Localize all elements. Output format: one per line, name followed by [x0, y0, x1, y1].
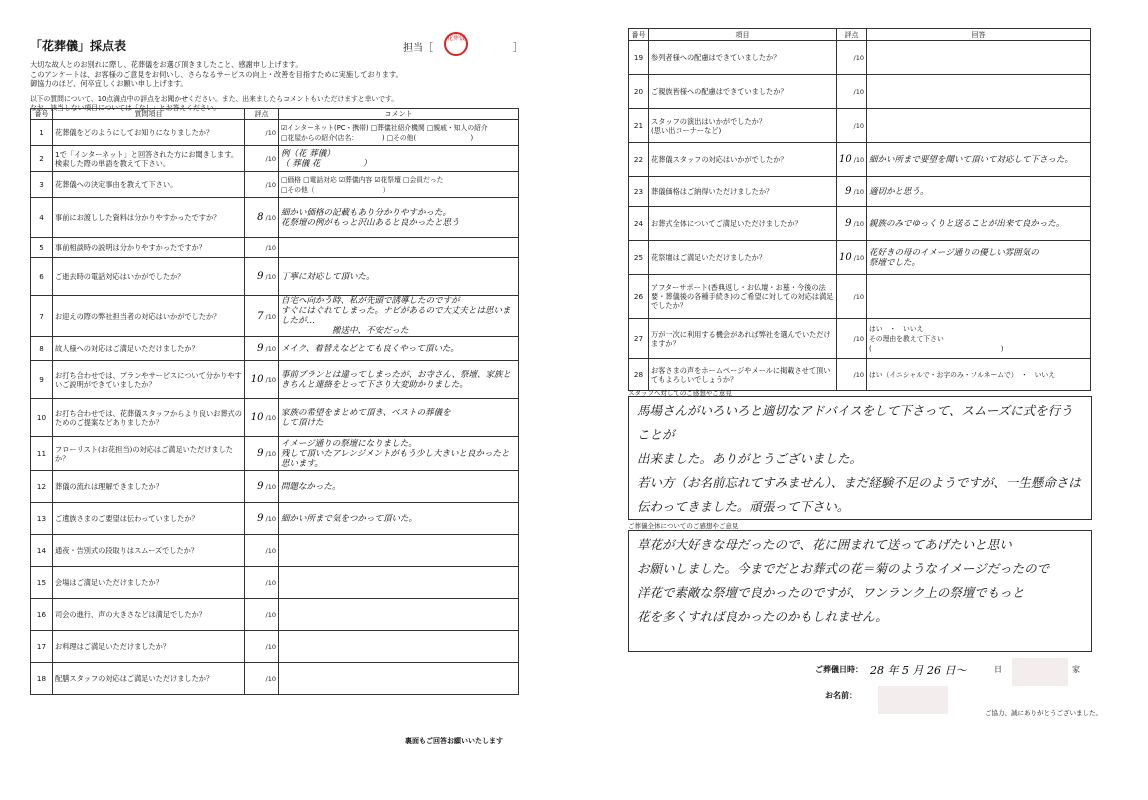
comment-cell[interactable]: [279, 599, 519, 631]
score-cell[interactable]: [245, 663, 279, 695]
answer-cell[interactable]: はい ・ いいえ その理由を教えて下さい ( ): [867, 319, 1091, 359]
score-cell[interactable]: [837, 241, 867, 275]
score-cell[interactable]: [245, 599, 279, 631]
score-value: 10: [839, 154, 852, 165]
question-text: お迎えの際の弊社担当者の対応はいかがでしたか？: [53, 296, 245, 337]
score-suffix: /10: [265, 547, 276, 555]
question-text: 故人様への対応はご満足いただけましたか？: [53, 337, 245, 361]
score-cell[interactable]: [837, 143, 867, 177]
score-suffix: /10: [265, 643, 276, 651]
score-suffix: /10: [265, 414, 276, 422]
score-cell[interactable]: [837, 109, 867, 143]
score-suffix: /10: [853, 54, 864, 62]
staff-feedback-text: 馬場さんがいろいろと適切なアドバイスをして下さって、スムーズに式を行うことが 出来ました。ありがとうございました。 若い方（お名前忘れてすみません）、まだ経験不足のようですが、一生懸命さは 伝わってきました。頑張って下さい。: [637, 403, 1081, 514]
question-text: 会場はご満足いただけましたか？: [53, 567, 245, 599]
table-row: [31, 337, 519, 361]
table-row: [31, 258, 519, 296]
table-row: [629, 207, 1091, 241]
table-row: [629, 359, 1091, 391]
row-number: 26: [629, 275, 649, 319]
hanko-seal: 花葬儀: [444, 32, 468, 56]
table-row: [629, 109, 1091, 143]
table-row: [31, 198, 519, 238]
header-score: 評点: [245, 109, 279, 120]
question-text: 1で「インターネット」と回答された方にお聞きします。 検索した際の単語を教えて下さい。: [53, 146, 245, 172]
score-suffix: /10: [265, 611, 276, 619]
question-text: 事前にお渡しした資料は分かりやすかったですか？: [53, 198, 245, 238]
table-row: [31, 172, 519, 198]
comment-cell[interactable]: 事前プランとは違ってしまったが、お寺さん、祭壇、家族と きちんと連絡をとって下さり大変助かりました。: [279, 361, 519, 399]
comment-cell[interactable]: 問題なかった。: [279, 471, 519, 503]
question-text: 花葬儀スタッフの対応はいかがでしたか？: [649, 143, 837, 177]
row-number: 27: [629, 319, 649, 359]
question-text: 司会の進行、声の大きさなどは満足でしたか？: [53, 599, 245, 631]
question-text: ご親族皆様への配慮はできていましたか？: [649, 75, 837, 109]
score-suffix: /10: [265, 515, 276, 523]
answer-cell[interactable]: [867, 75, 1091, 109]
score-cell[interactable]: [837, 359, 867, 391]
table-row: [31, 120, 519, 146]
row-number: 16: [31, 599, 53, 631]
score-suffix: /10: [265, 244, 276, 252]
table-row: [31, 663, 519, 695]
comment-cell[interactable]: [279, 567, 519, 599]
question-text: お打ち合わせでは、プランやサービスについて分かりやすいご説明ができていましたか？: [53, 361, 245, 399]
row-number: 17: [31, 631, 53, 663]
question-text: 葬儀価格はご納得いただけましたか？: [649, 177, 837, 207]
row-number: 14: [31, 535, 53, 567]
table-row: [31, 471, 519, 503]
header-num: 番号: [629, 29, 649, 41]
score-value: 9: [257, 448, 264, 459]
row-number: 5: [31, 238, 53, 258]
score-cell[interactable]: [837, 177, 867, 207]
question-text: 葬儀の流れは理解できましたか？: [53, 471, 245, 503]
score-suffix: /10: [265, 312, 276, 321]
score-cell[interactable]: [245, 146, 279, 172]
answer-cell[interactable]: 細かい所まで要望を聞いて頂いて対応して下さった。: [867, 143, 1091, 177]
score-cell[interactable]: [245, 567, 279, 599]
comment-cell[interactable]: イメージ通りの祭壇になりました。 残して頂いたアレンジメントがもう少し大きいと良かったと思います。: [279, 437, 519, 471]
score-suffix: /10: [265, 675, 276, 683]
table-row: [31, 296, 519, 337]
score-cell[interactable]: [245, 631, 279, 663]
overall-feedback-label: ご葬儀全体についてのご感想やご意見: [628, 522, 739, 530]
answer-cell[interactable]: [867, 275, 1091, 319]
table-row: [31, 631, 519, 663]
score-suffix: /10: [265, 579, 276, 587]
table-row: [629, 275, 1091, 319]
intro-text: 大切な故人とのお別れに際し、花葬儀をお選び頂きましたこと、感謝申し上げます。 このアンケートは、お客様のご意見をお伺いし、さらなるサービスの向上・改善を目指すために実施しております。 御協力のほど、何卒宜しくお願い申し上げます。: [30, 60, 403, 88]
funeral-date-label: ご葬儀日時：: [815, 665, 863, 674]
staff-feedback-box: [628, 396, 1092, 520]
score-suffix: /10: [265, 273, 276, 281]
question-text: 参列者様への配慮はできていましたか？: [649, 41, 837, 75]
thanks-note: ご協力、誠にありがとうございました。: [985, 709, 1102, 717]
row-number: 1: [31, 120, 53, 146]
house-label: 家: [1072, 665, 1080, 674]
table-row: [31, 599, 519, 631]
question-text: 配膳スタッフの対応はご満足いただけましたか？: [53, 663, 245, 695]
table-row: [31, 399, 519, 437]
comment-cell[interactable]: [279, 535, 519, 567]
answer-cell[interactable]: 親族のみでゆっくりと送ることが出来て良かった。: [867, 207, 1091, 241]
score-suffix: /10: [853, 122, 864, 130]
table-row: [629, 41, 1091, 75]
score-cell[interactable]: [245, 337, 279, 361]
score-value: 10: [250, 412, 264, 423]
answer-cell[interactable]: 適切かと思う。: [867, 177, 1091, 207]
score-cell[interactable]: [837, 207, 867, 241]
score-suffix: /10: [265, 181, 276, 189]
header-answer: 回答: [867, 29, 1091, 41]
table-row: [31, 535, 519, 567]
score-suffix: /10: [265, 483, 276, 491]
score-value: 10: [839, 252, 852, 263]
comment-cell[interactable]: [279, 238, 519, 258]
score-suffix: /10: [265, 376, 276, 384]
question-text: 通夜・告別式の段取りはスムーズでしたか？: [53, 535, 245, 567]
score-cell[interactable]: [245, 399, 279, 437]
score-suffix: /10: [853, 88, 864, 96]
staff-in-charge-close: ］: [513, 43, 523, 54]
row-number: 18: [31, 663, 53, 695]
table-row: [31, 238, 519, 258]
row-number: 19: [629, 41, 649, 75]
funeral-date-value: 28 年 5 月 26 日～: [870, 664, 967, 677]
answer-cell[interactable]: はい（イニシャルで・お字のみ・フルネームで） ・ いいえ: [867, 359, 1091, 391]
row-number: 21: [629, 109, 649, 143]
overall-feedback-text: 草花が大好きな母だったので、花に囲まれて送ってあげたいと思い お願いしました。今までだとお葬式の花＝菊のようなイメージだったので 洋花で素敵な祭壇で良かったのですが、ワンランク上の祭壇でもっと 花を多くすれば良かったのかもしれません。: [637, 537, 1050, 624]
comment-cell[interactable]: 丁寧に対応して頂いた。: [279, 258, 519, 296]
row-number: 13: [31, 503, 53, 535]
table-row: [31, 437, 519, 471]
question-text: 万が一次に利用する機会があれば弊社を選んでいただけますか？: [649, 319, 837, 359]
question-text: フローリスト(お花担当)の対応はご満足いただけましたか？: [53, 437, 245, 471]
question-text: お料理はご満足いただけましたか？: [53, 631, 245, 663]
question-text: お打ち合わせでは、花葬儀スタッフからより良いお葬式のためのご提案などありましたか？: [53, 399, 245, 437]
staff-feedback-label: スタッフへ対してのご感想やご意見: [628, 389, 732, 397]
score-cell[interactable]: [245, 198, 279, 238]
score-suffix: /10: [853, 156, 865, 164]
row-number: 23: [629, 177, 649, 207]
comment-cell[interactable]: 自宅へ向かう時、私が先頭で誘導したのですが すぐにはぐれてしまった。ナビがあるので大丈夫とは思いましたが… 搬送中、不安だった: [279, 296, 519, 337]
comment-cell[interactable]: 細かい価格の記載もあり分かりやすかった。 花祭壇の例がもっと沢山あると良かったと思う: [279, 198, 519, 238]
score-cell[interactable]: [837, 319, 867, 359]
question-text: ご遺族さまのご要望は伝わっていましたか？: [53, 503, 245, 535]
row-number: 12: [31, 471, 53, 503]
table-row: [629, 241, 1091, 275]
comment-cell[interactable]: 例（花 葬儀） （ 葬儀 花 ）: [279, 146, 519, 172]
score-cell[interactable]: [245, 120, 279, 146]
score-value: 9: [257, 271, 264, 282]
row-number: 28: [629, 359, 649, 391]
score-cell[interactable]: [245, 503, 279, 535]
comment-cell[interactable]: 細かい所まで気をつかって頂いた。: [279, 503, 519, 535]
row-number: 2: [31, 146, 53, 172]
left-survey-table: [30, 108, 519, 695]
question-text: 花葬儀への決定事由を教えて下さい。: [53, 172, 245, 198]
answer-cell[interactable]: 花好きの母のイメージ通りの優しい雰囲気の 祭壇でした。: [867, 241, 1091, 275]
table-row: [629, 319, 1091, 359]
score-cell[interactable]: [245, 258, 279, 296]
score-cell[interactable]: [837, 275, 867, 319]
comment-cell[interactable]: ☑インターネット(PC・携帯) □葬儀社紹介機関 □親戚・知人の紹介 □花屋からの紹介(店名： ) □その他( ): [279, 120, 519, 146]
score-value: 7: [257, 310, 264, 322]
score-cell[interactable]: [245, 437, 279, 471]
sheet-title: 「花葬儀」採点表: [30, 39, 127, 53]
question-text: ご逝去時の電話対応はいかがでしたか？: [53, 258, 245, 296]
redacted-name: [878, 686, 948, 714]
score-cell[interactable]: [245, 238, 279, 258]
score-cell[interactable]: [245, 471, 279, 503]
staff-in-charge-label: 担当［: [403, 43, 433, 54]
instructions-text: 以下の質問について、10点満点中の評点をお聞かせください。また、出来ましたらコメントもいただけますと幸いです。 なお、該当しない項目については「なし」とお答えください。: [30, 95, 399, 112]
score-value: 9: [845, 186, 852, 197]
question-text: お客さまの声をホームページやメールに掲載させて頂いてもよろしいでしょうか？: [649, 359, 837, 391]
question-text: お葬式全体についてご満足いただけましたか？: [649, 207, 837, 241]
row-number: 20: [629, 75, 649, 109]
score-value: 9: [257, 481, 264, 492]
row-number: 9: [31, 361, 53, 399]
score-cell[interactable]: [245, 172, 279, 198]
question-text: スタッフの演出はいかがでしたか？ (思い出コーナーなど): [649, 109, 837, 143]
name-label: お名前：: [825, 691, 857, 700]
header-num: 番号: [31, 109, 53, 120]
score-suffix: /10: [265, 214, 276, 222]
table-row: [629, 75, 1091, 109]
table-row: [31, 361, 519, 399]
score-value: 10: [250, 374, 264, 385]
row-number: 11: [31, 437, 53, 471]
score-suffix: /10: [853, 371, 864, 379]
table-row: [629, 177, 1091, 207]
score-cell[interactable]: [837, 75, 867, 109]
comment-cell[interactable]: [279, 631, 519, 663]
question-text: 花祭壇はご満足いただけましたか？: [649, 241, 837, 275]
row-number: 8: [31, 337, 53, 361]
header-item: 項目: [649, 29, 837, 41]
question-text: アフターサポート(香典返し・お仏壇・お墓・今後の法要・葬儀後の各種手続き)のご希望に対しての対応は満足でしたか？: [649, 275, 837, 319]
funeral-day-label: 日: [994, 665, 1002, 674]
score-cell[interactable]: [837, 41, 867, 75]
table-row: [629, 143, 1091, 177]
score-suffix: /10: [265, 155, 276, 163]
score-value: 9: [257, 343, 264, 354]
score-cell[interactable]: [245, 535, 279, 567]
comment-cell[interactable]: 家族の希望をまとめて頂き、ベストの葬儀を して頂けた: [279, 399, 519, 437]
row-number: 25: [629, 241, 649, 275]
overall-feedback-box: [628, 530, 1092, 652]
right-survey-table: [628, 28, 1091, 391]
score-suffix: /10: [265, 345, 276, 353]
comment-cell[interactable]: [279, 663, 519, 695]
row-number: 22: [629, 143, 649, 177]
score-value: 8: [257, 212, 264, 223]
table-row: [31, 503, 519, 535]
score-suffix: /10: [853, 254, 865, 262]
score-suffix: /10: [853, 335, 864, 343]
row-number: 3: [31, 172, 53, 198]
score-suffix: /10: [853, 188, 864, 196]
comment-cell[interactable]: メイク、着替えなどとても良くやって頂いた。: [279, 337, 519, 361]
score-cell[interactable]: [245, 361, 279, 399]
answer-cell[interactable]: [867, 41, 1091, 75]
score-value: 9: [845, 218, 852, 229]
row-number: 7: [31, 296, 53, 337]
question-text: 事前相談時の説明は分かりやすかったですか？: [53, 238, 245, 258]
question-text: 花葬儀をどのようにしてお知りになりましたか？: [53, 120, 245, 146]
table-row: [31, 567, 519, 599]
score-suffix: /10: [265, 129, 276, 137]
score-suffix: /10: [265, 450, 276, 458]
row-number: 24: [629, 207, 649, 241]
row-number: 10: [31, 399, 53, 437]
score-cell[interactable]: [245, 296, 279, 337]
header-comment: コメント: [279, 109, 519, 120]
row-number: 4: [31, 198, 53, 238]
answer-cell[interactable]: [867, 109, 1091, 143]
table-row: [31, 146, 519, 172]
header-score: 評点: [837, 29, 867, 41]
score-suffix: /10: [853, 293, 864, 301]
row-number: 6: [31, 258, 53, 296]
footer-note: 裏面もご回答お願いいたします: [405, 737, 503, 745]
redacted-family-name: [1012, 658, 1068, 686]
row-number: 15: [31, 567, 53, 599]
comment-cell[interactable]: □価格 □電話対応 ☑葬儀内容 ☑花祭壇 □会員だった □その他（ ）: [279, 172, 519, 198]
score-value: 9: [257, 513, 264, 524]
score-suffix: /10: [853, 220, 864, 228]
header-question: 質問項目: [53, 109, 245, 120]
